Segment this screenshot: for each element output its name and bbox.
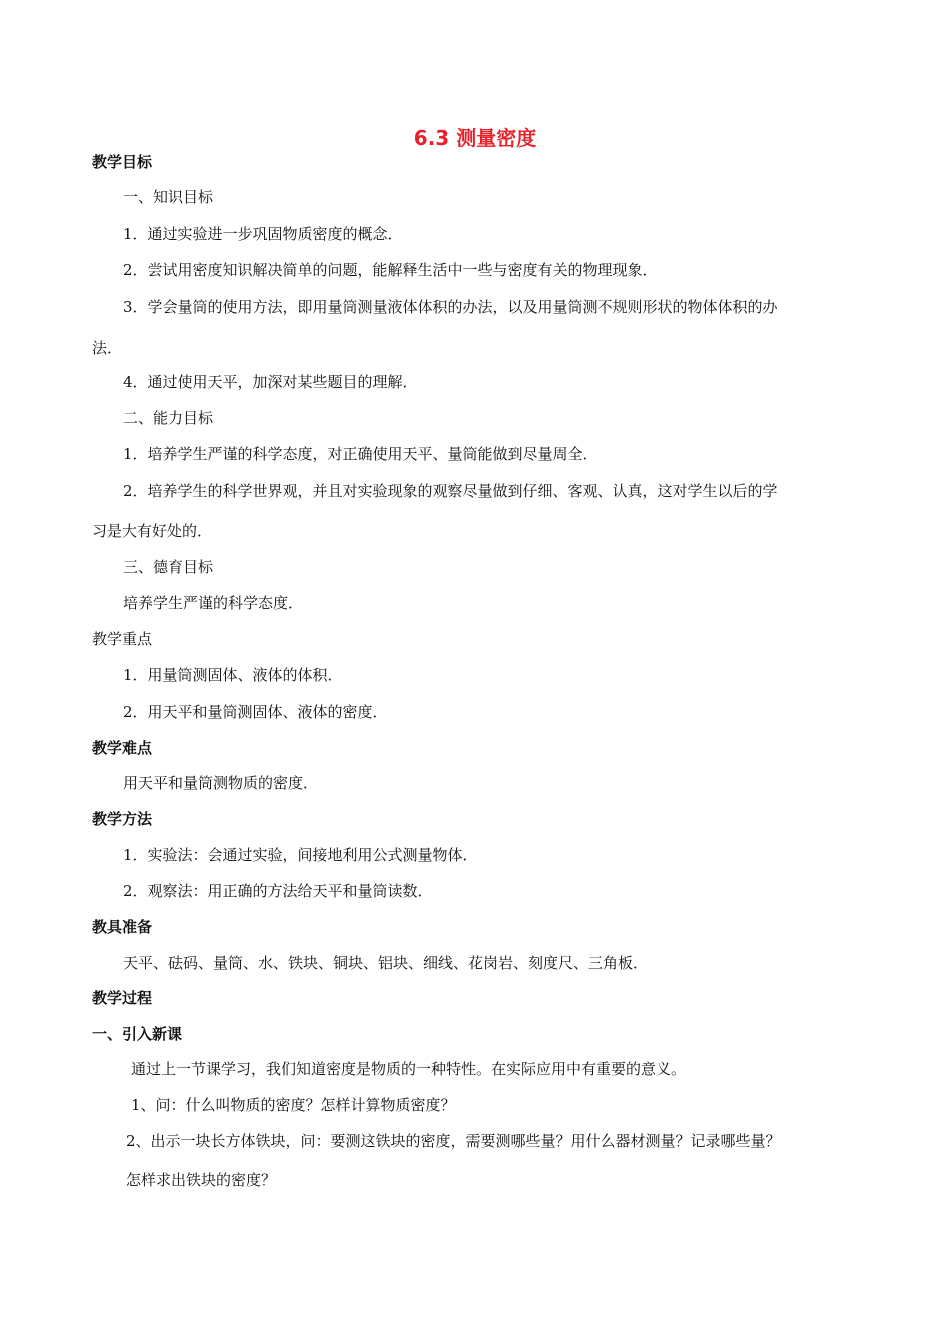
paragraph: 2．培养学生的科学世界观，并且对实验现象的观察尽量做到仔细、客观、认真，这对学生以后的学 — [123, 482, 778, 500]
document-title: 6.3 测量密度 — [413, 126, 537, 150]
section-heading-process: 教学过程 — [92, 989, 153, 1007]
paragraph: 用天平和量筒测物质的密度． — [123, 774, 319, 792]
paragraph: 1．培养学生严谨的科学态度，对正确使用天平、量筒能做到尽量周全． — [123, 445, 598, 463]
paragraph: 2．尝试用密度知识解决简单的问题，能解释生活中一些与密度有关的物理现象． — [123, 261, 658, 279]
section-heading-key-points: 教学重点 — [92, 630, 153, 648]
paragraph: 3．学会量筒的使用方法，即用量筒测量液体体积的办法，以及用量筒测不规则形状的物体体积的办 — [123, 298, 778, 316]
paragraph: 1、问：什么叫物质的密度？怎样计算物质密度？ — [131, 1096, 456, 1114]
paragraph: 1．通过实验进一步巩固物质密度的概念． — [123, 225, 403, 243]
paragraph: 2．用天平和量筒测固体、液体的密度． — [123, 703, 388, 721]
subheading-ability-goals: 二、能力目标 — [123, 409, 214, 427]
subheading-knowledge-goals: 一、知识目标 — [123, 188, 214, 206]
paragraph-continuation: 怎样求出铁块的密度？ — [126, 1171, 277, 1189]
paragraph: 1．用量筒测固体、液体的体积． — [123, 666, 343, 684]
paragraph-continuation: 习是大有好处的． — [92, 522, 213, 540]
paragraph-continuation: 法． — [92, 339, 123, 357]
section-heading-difficulties: 教学难点 — [92, 739, 153, 757]
paragraph: 通过上一节课学习，我们知道密度是物质的一种特性。在实际应用中有重要的意义。 — [131, 1060, 687, 1078]
section-heading-equipment: 教具准备 — [92, 918, 153, 936]
paragraph: 2、出示一块长方体铁块，问：要测这铁块的密度，需要测哪些量？用什么器材测量？记录哪些量？ — [126, 1132, 781, 1150]
paragraph: 培养学生严谨的科学态度． — [123, 594, 304, 612]
section-heading-methods: 教学方法 — [92, 810, 153, 828]
section-heading-teaching-goals: 教学目标 — [92, 153, 153, 171]
paragraph: 4．通过使用天平，加深对某些题目的理解． — [123, 373, 418, 391]
subheading-moral-goals: 三、德育目标 — [123, 558, 214, 576]
paragraph: 2．观察法：用正确的方法给天平和量筒读数． — [123, 882, 433, 900]
paragraph: 1．实验法：会通过实验，间接地利用公式测量物体． — [123, 846, 478, 864]
paragraph: 天平、砝码、量筒、水、铁块、铜块、铝块、细线、花岗岩、刻度尺、三角板． — [123, 954, 649, 972]
subheading-intro: 一、引入新课 — [92, 1025, 183, 1043]
